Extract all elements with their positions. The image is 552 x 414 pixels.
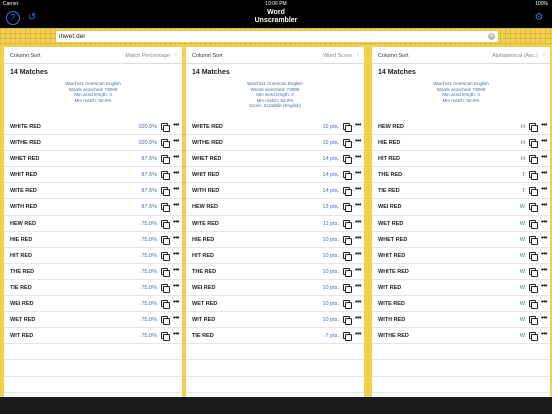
status-bar: [0, 0, 552, 8]
result-row[interactable]: [4, 232, 182, 248]
result-word: WITH RED: [378, 317, 406, 324]
copy-icon[interactable]: [529, 123, 536, 130]
result-row[interactable]: [186, 296, 364, 312]
copy-icon[interactable]: [529, 187, 536, 194]
result-row[interactable]: [186, 248, 364, 264]
more-options-icon[interactable]: •••: [355, 202, 361, 210]
result-score: 75.0%: [141, 268, 157, 275]
result-row[interactable]: [372, 296, 550, 312]
result-row[interactable]: [372, 264, 550, 280]
result-score: 75.0%: [141, 252, 157, 259]
copy-icon[interactable]: [161, 236, 168, 243]
result-word: WITHE RED: [192, 140, 223, 147]
result-row[interactable]: [186, 312, 364, 328]
more-options-icon[interactable]: •••: [541, 331, 547, 339]
column-sort-row[interactable]: [372, 47, 550, 64]
more-options-icon[interactable]: •••: [173, 299, 179, 307]
result-word: HIE RED: [192, 236, 215, 243]
copy-icon[interactable]: [161, 252, 168, 259]
results-column-1: [4, 47, 182, 397]
result-word: HIE RED: [378, 140, 401, 147]
column-sort-row[interactable]: [4, 47, 182, 64]
chevron-right-icon: ›: [543, 52, 545, 58]
result-score: 10 pts.: [322, 284, 339, 291]
more-options-icon[interactable]: •••: [173, 170, 179, 178]
copy-icon[interactable]: [161, 139, 168, 146]
undo-icon[interactable]: ↺: [27, 12, 37, 23]
result-row[interactable]: [186, 280, 364, 296]
result-score: W: [519, 317, 525, 324]
results-area: [0, 45, 552, 397]
more-options-icon[interactable]: •••: [355, 250, 361, 258]
result-word: HIT RED: [378, 156, 400, 163]
more-options-icon[interactable]: •••: [173, 315, 179, 323]
copy-icon[interactable]: [343, 220, 350, 227]
copy-icon[interactable]: [529, 316, 536, 323]
more-options-icon[interactable]: •••: [355, 170, 361, 178]
result-row[interactable]: [4, 151, 182, 167]
more-options-icon[interactable]: •••: [173, 250, 179, 258]
result-row[interactable]: [4, 312, 182, 328]
more-options-icon[interactable]: •••: [355, 282, 361, 290]
result-score: 87.5%: [141, 188, 157, 195]
more-options-icon[interactable]: •••: [355, 122, 361, 129]
copy-icon[interactable]: [529, 155, 536, 162]
search-info-line: Score: Scrabble (English): [248, 103, 302, 109]
result-word: WHITE RED: [378, 268, 409, 275]
copy-icon[interactable]: [529, 300, 536, 307]
result-score: 10 pts.: [322, 268, 339, 275]
result-score: 15 pts.: [322, 140, 339, 147]
search-info-line: Words searched: 73089: [436, 86, 486, 92]
more-options-icon[interactable]: •••: [541, 186, 547, 194]
result-word: TIE RED: [378, 188, 400, 195]
result-score: 11 pts.: [322, 220, 339, 227]
result-row[interactable]: [186, 167, 364, 183]
chevron-right-icon: ›: [357, 52, 359, 58]
more-options-icon[interactable]: •••: [541, 218, 547, 226]
result-score: 75.0%: [141, 284, 157, 291]
result-row[interactable]: [186, 264, 364, 280]
copy-icon[interactable]: [161, 171, 168, 178]
result-row[interactable]: [372, 232, 550, 248]
column-sort-value: Word Score: [323, 53, 352, 59]
result-score: W: [519, 284, 525, 291]
result-row[interactable]: [372, 199, 550, 215]
result-row[interactable]: [186, 183, 364, 199]
result-word: WITH RED: [192, 188, 220, 195]
copy-icon[interactable]: [343, 155, 350, 162]
result-word: HIT RED: [192, 252, 214, 259]
result-score: T: [521, 188, 525, 195]
copy-icon[interactable]: [343, 139, 350, 146]
result-row[interactable]: [4, 216, 182, 232]
search-info-line: Min match: 50.0%: [256, 97, 294, 103]
copy-icon[interactable]: [343, 252, 350, 259]
result-word: HEW RED: [192, 204, 218, 211]
result-word: WHET RED: [192, 156, 222, 163]
result-row[interactable]: [186, 135, 364, 151]
clock: 10:06 PM: [265, 1, 287, 7]
result-row[interactable]: [4, 119, 182, 135]
app-title-line2: Unscrambler: [254, 17, 298, 24]
copy-icon[interactable]: [161, 203, 168, 210]
result-row[interactable]: [186, 151, 364, 167]
result-row[interactable]: [186, 119, 364, 135]
match-count: 14 Matches: [192, 69, 230, 76]
result-word: TIE RED: [10, 284, 32, 291]
result-word: HEW RED: [10, 220, 36, 227]
copy-icon[interactable]: [343, 236, 350, 243]
copy-icon[interactable]: [161, 187, 168, 194]
result-word: WEI RED: [378, 204, 402, 211]
search-info: [186, 81, 364, 119]
more-options-icon[interactable]: •••: [355, 299, 361, 307]
result-row[interactable]: [4, 264, 182, 280]
result-word: WHITE RED: [192, 124, 223, 130]
result-row[interactable]: [4, 167, 182, 183]
copy-icon[interactable]: [343, 316, 350, 323]
column-sort-label: Column Sort: [378, 53, 409, 59]
result-score: 14 pts.: [322, 156, 339, 163]
results-column-2: [186, 47, 364, 397]
question-circle-icon[interactable]: ?: [6, 11, 20, 25]
result-row[interactable]: [372, 312, 550, 328]
search-info-line: Word list: American English: [65, 81, 121, 86]
result-word: WHET RED: [10, 156, 40, 163]
result-score: T: [521, 172, 525, 179]
more-options-icon[interactable]: •••: [541, 266, 547, 274]
result-score: 87.5%: [141, 156, 157, 163]
result-row[interactable]: [4, 280, 182, 296]
result-word: HIT RED: [10, 252, 32, 259]
result-word: WITE RED: [192, 220, 219, 227]
more-options-icon[interactable]: •••: [173, 202, 179, 210]
copy-icon[interactable]: [529, 139, 536, 146]
more-options-icon[interactable]: •••: [173, 266, 179, 274]
result-word: WIT RED: [192, 317, 216, 324]
copy-icon[interactable]: [529, 236, 536, 243]
search-input[interactable]: [59, 32, 479, 41]
bottom-bar: [0, 397, 552, 414]
app-title: [0, 9, 552, 25]
search-info-line: Words searched: 73089: [250, 86, 300, 92]
more-options-icon[interactable]: •••: [541, 250, 547, 258]
copy-icon[interactable]: [161, 332, 168, 339]
copy-icon[interactable]: [343, 300, 350, 307]
result-score: 13 pts.: [322, 204, 339, 211]
result-score: H: [521, 124, 525, 130]
result-row[interactable]: [4, 296, 182, 312]
result-row[interactable]: [4, 183, 182, 199]
copy-icon[interactable]: [343, 284, 350, 291]
match-count: 14 Matches: [10, 69, 48, 76]
result-word: WITH RED: [10, 204, 38, 211]
copy-icon[interactable]: [161, 268, 168, 275]
result-row[interactable]: [372, 119, 550, 135]
empty-row: [186, 344, 364, 360]
more-options-icon[interactable]: •••: [541, 154, 547, 162]
copy-icon[interactable]: [161, 316, 168, 323]
search-info-line: Min word length: 3: [74, 92, 112, 98]
more-options-icon[interactable]: •••: [355, 234, 361, 242]
copy-icon[interactable]: [161, 284, 168, 291]
result-row[interactable]: [186, 216, 364, 232]
more-options-icon[interactable]: •••: [541, 299, 547, 307]
result-row[interactable]: [186, 328, 364, 344]
app-title-line1: Word: [267, 9, 285, 16]
result-score: 10 pts.: [322, 236, 339, 243]
result-score: 10 pts.: [322, 317, 339, 324]
search-info-line: Min word length: 3: [442, 92, 480, 98]
empty-row: [186, 377, 364, 393]
empty-row: [372, 377, 550, 393]
more-options-icon[interactable]: •••: [173, 122, 179, 129]
more-options-icon[interactable]: •••: [355, 138, 361, 146]
more-options-icon[interactable]: •••: [541, 138, 547, 146]
result-score: W: [519, 333, 525, 340]
result-word: WHIT RED: [10, 172, 38, 179]
result-row[interactable]: [372, 280, 550, 296]
result-row[interactable]: [4, 248, 182, 264]
empty-row: [4, 360, 182, 376]
empty-row: [372, 344, 550, 360]
result-word: WITHE RED: [10, 140, 41, 147]
search-field[interactable]: [56, 31, 498, 42]
result-word: WHET RED: [378, 236, 408, 243]
copy-icon[interactable]: [161, 123, 168, 130]
result-row[interactable]: [4, 135, 182, 151]
result-score: 75.0%: [141, 236, 157, 243]
more-options-icon[interactable]: •••: [541, 282, 547, 290]
more-options-icon[interactable]: •••: [541, 202, 547, 210]
copy-icon[interactable]: [343, 187, 350, 194]
result-score: 87.5%: [141, 172, 157, 179]
empty-row: [186, 360, 364, 376]
copy-icon[interactable]: [343, 203, 350, 210]
gear-icon[interactable]: ⚙: [534, 12, 544, 23]
result-score: 75.0%: [141, 317, 157, 324]
more-options-icon[interactable]: •••: [355, 186, 361, 194]
result-score: 14 pts.: [322, 172, 339, 179]
result-row[interactable]: [372, 248, 550, 264]
result-score: 100.0%: [138, 140, 157, 147]
navigation-bar: [0, 8, 552, 28]
result-row[interactable]: [4, 328, 182, 344]
result-score: 75.0%: [141, 220, 157, 227]
result-row[interactable]: [372, 167, 550, 183]
result-word: WITHE RED: [378, 333, 409, 340]
result-word: TIE RED: [192, 333, 214, 340]
result-score: 75.0%: [141, 301, 157, 308]
result-word: WEI RED: [10, 301, 34, 308]
copy-icon[interactable]: [529, 252, 536, 259]
result-word: WET RED: [10, 317, 36, 324]
copy-icon[interactable]: [529, 284, 536, 291]
result-score: W: [519, 268, 525, 275]
copy-icon[interactable]: [343, 171, 350, 178]
search-info: [372, 81, 550, 119]
clear-icon[interactable]: ✕: [489, 33, 494, 39]
empty-row: [4, 377, 182, 393]
search-info-line: Words searched: 73089: [68, 86, 118, 92]
results-column-3: [372, 47, 550, 397]
result-score: W: [519, 301, 525, 308]
result-row[interactable]: [186, 232, 364, 248]
more-options-icon[interactable]: •••: [355, 154, 361, 162]
column-sort-label: Column Sort: [10, 53, 41, 59]
more-options-icon[interactable]: •••: [173, 234, 179, 242]
result-row[interactable]: [372, 183, 550, 199]
column-sort-row[interactable]: [186, 47, 364, 64]
copy-icon[interactable]: [161, 300, 168, 307]
copy-icon[interactable]: [161, 155, 168, 162]
result-word: WHITE RED: [10, 124, 41, 130]
result-row[interactable]: [372, 135, 550, 151]
result-score: W: [519, 252, 525, 259]
copy-icon[interactable]: [343, 332, 350, 339]
result-word: WEI RED: [192, 284, 216, 291]
result-word: WIT RED: [10, 333, 34, 340]
more-options-icon[interactable]: •••: [173, 331, 179, 339]
column-sort-label: Column Sort: [192, 53, 223, 59]
result-score: W: [519, 236, 525, 243]
column-sort-value: Alphabetical (Asc.): [492, 53, 538, 59]
more-options-icon[interactable]: •••: [173, 218, 179, 226]
result-word: WIT RED: [378, 284, 402, 291]
more-options-icon[interactable]: •••: [355, 218, 361, 226]
result-word: WITE RED: [378, 301, 405, 308]
result-score: 14 pts.: [322, 188, 339, 195]
result-score: 10 pts.: [322, 252, 339, 259]
column-sort-value: Match Percentage: [125, 53, 170, 59]
copy-icon[interactable]: [529, 268, 536, 275]
result-word: THE RED: [10, 268, 35, 275]
result-score: H: [521, 140, 525, 147]
copy-icon[interactable]: [343, 268, 350, 275]
more-options-icon[interactable]: •••: [541, 170, 547, 178]
search-info: [4, 81, 182, 119]
result-score: 75.0%: [141, 333, 157, 340]
search-info-line: Min match: 50.0%: [442, 97, 480, 103]
more-options-icon[interactable]: •••: [541, 315, 547, 323]
result-score: 10 pts.: [322, 301, 339, 308]
result-word: WHIT RED: [378, 252, 406, 259]
more-options-icon[interactable]: •••: [173, 282, 179, 290]
result-word: HEW RED: [378, 124, 404, 130]
copy-icon[interactable]: [529, 203, 536, 210]
result-row[interactable]: [372, 328, 550, 344]
result-score: 15 pts.: [322, 124, 339, 130]
result-score: 100.0%: [138, 124, 157, 130]
result-word: THE RED: [192, 268, 217, 275]
empty-row: [4, 344, 182, 360]
copy-icon[interactable]: [529, 171, 536, 178]
result-row[interactable]: [4, 199, 182, 215]
battery-level: 100%: [535, 1, 548, 7]
more-options-icon[interactable]: •••: [173, 154, 179, 162]
carrier-label: Carrier: [3, 1, 19, 7]
search-info-line: Word list: American English: [247, 81, 303, 86]
copy-icon[interactable]: [343, 123, 350, 130]
result-row[interactable]: [372, 216, 550, 232]
result-word: WHIT RED: [192, 172, 220, 179]
more-options-icon[interactable]: •••: [173, 186, 179, 194]
result-word: WET RED: [378, 220, 404, 227]
result-score: W: [519, 220, 525, 227]
search-info-line: Min match: 50.0%: [74, 97, 112, 103]
search-bar: [0, 28, 552, 45]
chevron-right-icon: ›: [175, 52, 177, 58]
copy-icon[interactable]: [529, 332, 536, 339]
more-options-icon[interactable]: •••: [355, 315, 361, 323]
result-score: W: [519, 204, 525, 211]
copy-icon[interactable]: [529, 220, 536, 227]
more-options-icon[interactable]: •••: [541, 234, 547, 242]
empty-row: [372, 360, 550, 376]
copy-icon[interactable]: [161, 220, 168, 227]
result-row[interactable]: [372, 151, 550, 167]
more-options-icon[interactable]: •••: [173, 138, 179, 146]
result-word: HIE RED: [10, 236, 33, 243]
result-word: THE RED: [378, 172, 403, 179]
more-options-icon[interactable]: •••: [541, 122, 547, 129]
result-score: 87.5%: [141, 204, 157, 211]
more-options-icon[interactable]: •••: [355, 266, 361, 274]
search-info-line: Min word length: 3: [256, 92, 294, 98]
result-row[interactable]: [186, 199, 364, 215]
result-score: H: [521, 156, 525, 163]
result-word: WET RED: [192, 301, 218, 308]
search-info-line: Word list: American English: [433, 81, 489, 86]
more-options-icon[interactable]: •••: [355, 331, 361, 339]
result-score: 7 pts.: [325, 333, 339, 340]
match-count: 14 Matches: [378, 69, 416, 76]
result-word: WITE RED: [10, 188, 37, 195]
